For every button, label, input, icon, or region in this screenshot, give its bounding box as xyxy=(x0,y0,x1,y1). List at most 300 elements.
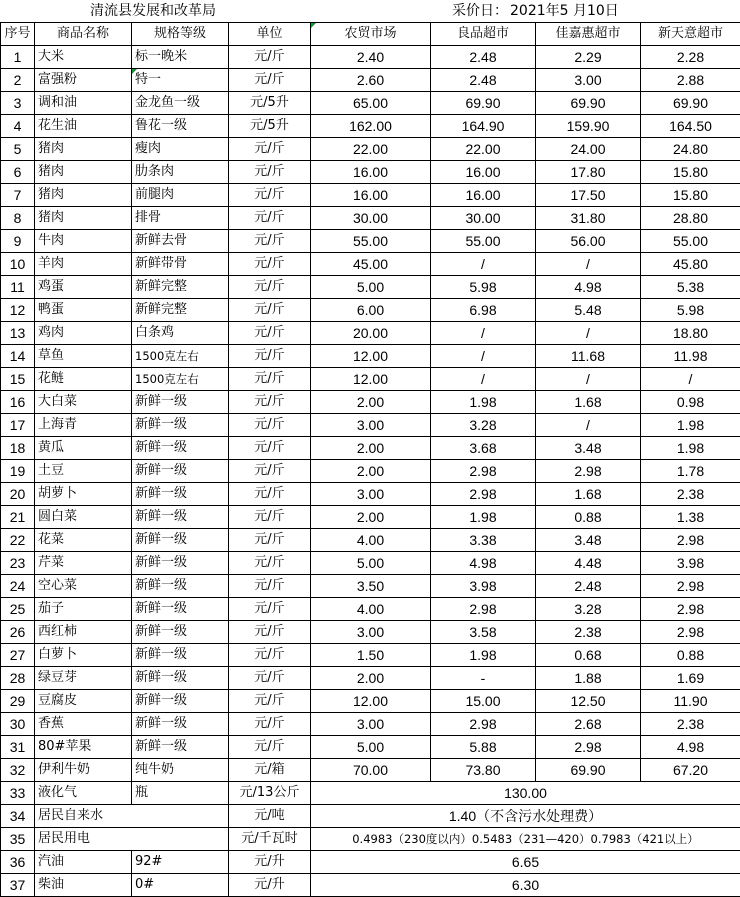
price-xintianyi: 1.38 xyxy=(641,506,740,529)
header-xintianyi: 新天意超市 xyxy=(641,23,740,46)
product-name: 黄瓜 xyxy=(35,437,132,460)
price-liangpin: 5.88 xyxy=(431,736,536,759)
price-market: 45.00 xyxy=(311,253,431,276)
price-market: 6.00 xyxy=(311,299,431,322)
unit: 元/斤 xyxy=(229,184,311,207)
table-row xyxy=(1,529,740,552)
unit: 元/斤 xyxy=(229,460,311,483)
table-row xyxy=(1,552,740,575)
product-name: 白萝卜 xyxy=(35,644,132,667)
spec-grade: 新鲜完整 xyxy=(132,276,229,299)
price-market: 2.60 xyxy=(311,69,431,92)
price-xintianyi: 3.98 xyxy=(641,552,740,575)
product-name: 猪肉 xyxy=(35,138,132,161)
table-row xyxy=(1,506,740,529)
header-row xyxy=(1,23,740,46)
table-row xyxy=(1,483,740,506)
table-row xyxy=(1,598,740,621)
row-no: 20 xyxy=(1,483,35,506)
spec-grade: 白条鸡 xyxy=(132,322,229,345)
price-market: 3.00 xyxy=(311,621,431,644)
table-body xyxy=(1,23,740,897)
row-no: 16 xyxy=(1,391,35,414)
price-market: 22.00 xyxy=(311,138,431,161)
price-market: 12.00 xyxy=(311,690,431,713)
spec-grade: 排骨 xyxy=(132,207,229,230)
price-liangpin: 22.00 xyxy=(431,138,536,161)
table-row xyxy=(1,184,740,207)
spec-grade: 纯牛奶 xyxy=(132,759,229,782)
unit: 元/斤 xyxy=(229,690,311,713)
price-xintianyi: 69.90 xyxy=(641,92,740,115)
price-liangpin: 2.48 xyxy=(431,46,536,69)
product-name: 空心菜 xyxy=(35,575,132,598)
table-row xyxy=(1,874,740,897)
price-liangpin: 2.98 xyxy=(431,483,536,506)
spec-grade: 新鲜一级 xyxy=(132,575,229,598)
price-liangpin: 73.80 xyxy=(431,759,536,782)
row-no: 23 xyxy=(1,552,35,575)
spec-grade: 瘦肉 xyxy=(132,138,229,161)
price-xintianyi: 5.38 xyxy=(641,276,740,299)
price-liangpin: 69.90 xyxy=(431,92,536,115)
table-row xyxy=(1,299,740,322)
price-market: 16.00 xyxy=(311,184,431,207)
table-row xyxy=(1,161,740,184)
price-jiajiahui: 2.98 xyxy=(536,736,641,759)
product-name: 花菜 xyxy=(35,529,132,552)
unit: 元/斤 xyxy=(229,207,311,230)
product-name: 调和油 xyxy=(35,92,132,115)
price-market: 12.00 xyxy=(311,368,431,391)
product-name: 芹菜 xyxy=(35,552,132,575)
spec-grade: 新鲜一级 xyxy=(132,460,229,483)
survey-date xyxy=(452,0,619,22)
unit: 元/斤 xyxy=(229,736,311,759)
unit: 元/斤 xyxy=(229,299,311,322)
price-liangpin: 1.98 xyxy=(431,644,536,667)
unit: 元/13公斤 xyxy=(229,782,311,805)
unit: 元/斤 xyxy=(229,575,311,598)
product-name: 柴油 xyxy=(35,874,132,897)
row-no: 24 xyxy=(1,575,35,598)
price-jiajiahui: 3.00 xyxy=(536,69,641,92)
unit: 元/吨 xyxy=(229,805,311,828)
price-jiajiahui: 69.90 xyxy=(536,759,641,782)
spec-grade: 新鲜一级 xyxy=(132,690,229,713)
product-name: 牛肉 xyxy=(35,230,132,253)
unit: 元/斤 xyxy=(229,437,311,460)
price-market: 20.00 xyxy=(311,322,431,345)
unit: 元/5升 xyxy=(229,115,311,138)
price-market: 65.00 xyxy=(311,92,431,115)
product-name: 西红柿 xyxy=(35,621,132,644)
row-no: 21 xyxy=(1,506,35,529)
row-no: 11 xyxy=(1,276,35,299)
price-market: 3.00 xyxy=(311,414,431,437)
price-jiajiahui: / xyxy=(536,414,641,437)
spec-grade: 新鲜一级 xyxy=(132,391,229,414)
product-name: 圆白菜 xyxy=(35,506,132,529)
unit: 元/升 xyxy=(229,851,311,874)
spec-grade: 1500克左右 xyxy=(132,368,229,391)
price-market: 4.00 xyxy=(311,598,431,621)
unit: 元/5升 xyxy=(229,92,311,115)
price-liangpin: 3.68 xyxy=(431,437,536,460)
price-xintianyi: 2.98 xyxy=(641,621,740,644)
row-no: 8 xyxy=(1,207,35,230)
product-name: 草鱼 xyxy=(35,345,132,368)
price-xintianyi: / xyxy=(641,368,740,391)
unit: 元/斤 xyxy=(229,230,311,253)
spec-grade: 92# xyxy=(132,851,229,874)
header-unit: 单位 xyxy=(229,23,311,46)
header-jiajiahui: 佳嘉惠超市 xyxy=(536,23,641,46)
price-xintianyi: 0.88 xyxy=(641,644,740,667)
row-no: 27 xyxy=(1,644,35,667)
product-name: 大白菜 xyxy=(35,391,132,414)
price-liangpin: 4.98 xyxy=(431,552,536,575)
unit: 元/斤 xyxy=(229,529,311,552)
price-jiajiahui: / xyxy=(536,253,641,276)
spec-grade: 标一晚米 xyxy=(132,46,229,69)
table-row xyxy=(1,322,740,345)
price-xintianyi: 164.50 xyxy=(641,115,740,138)
product-name: 大米 xyxy=(35,46,132,69)
table-row xyxy=(1,414,740,437)
unit: 元/斤 xyxy=(229,552,311,575)
price-liangpin: / xyxy=(431,368,536,391)
price-market: 2.40 xyxy=(311,46,431,69)
product-name: 绿豆芽 xyxy=(35,667,132,690)
product-name: 花鲢 xyxy=(35,368,132,391)
spec-grade: 新鲜一级 xyxy=(132,414,229,437)
table-row xyxy=(1,690,740,713)
price-market: 16.00 xyxy=(311,161,431,184)
price-jiajiahui: 56.00 xyxy=(536,230,641,253)
product-name: 猪肉 xyxy=(35,184,132,207)
price-jiajiahui: 31.80 xyxy=(536,207,641,230)
spec-grade: 新鲜一级 xyxy=(132,437,229,460)
price-market: 2.00 xyxy=(311,437,431,460)
price-market: 2.00 xyxy=(311,460,431,483)
header-no: 序号 xyxy=(1,23,35,46)
price-xintianyi: 45.80 xyxy=(641,253,740,276)
price-jiajiahui: 17.80 xyxy=(536,161,641,184)
row-no: 12 xyxy=(1,299,35,322)
price-liangpin: - xyxy=(431,667,536,690)
price-xintianyi: 0.98 xyxy=(641,391,740,414)
price-market: 55.00 xyxy=(311,230,431,253)
price-liangpin: 55.00 xyxy=(431,230,536,253)
price-xintianyi: 11.98 xyxy=(641,345,740,368)
row-no: 1 xyxy=(1,46,35,69)
price-xintianyi: 28.80 xyxy=(641,207,740,230)
price-xintianyi: 1.69 xyxy=(641,667,740,690)
unit: 元/斤 xyxy=(229,161,311,184)
product-name: 液化气 xyxy=(35,782,132,805)
spec-grade: 特一 xyxy=(132,69,229,92)
row-no: 29 xyxy=(1,690,35,713)
price-xintianyi: 2.38 xyxy=(641,713,740,736)
price-jiajiahui: 3.48 xyxy=(536,437,641,460)
price-xintianyi: 15.80 xyxy=(641,161,740,184)
row-no: 37 xyxy=(1,874,35,897)
unit: 元/升 xyxy=(229,874,311,897)
spec-grade: 瓶 xyxy=(132,782,229,805)
unit: 元/箱 xyxy=(229,759,311,782)
price-xintianyi: 2.98 xyxy=(641,575,740,598)
product-name: 富强粉 xyxy=(35,69,132,92)
price-xintianyi: 2.28 xyxy=(641,46,740,69)
price-jiajiahui: 0.68 xyxy=(536,644,641,667)
row-no: 33 xyxy=(1,782,35,805)
spec-grade: 新鲜一级 xyxy=(132,529,229,552)
organization-title: 清流县发展和改革局 xyxy=(90,3,216,19)
price-jiajiahui: 0.88 xyxy=(536,506,641,529)
product-name: 羊肉 xyxy=(35,253,132,276)
unit: 元/斤 xyxy=(229,506,311,529)
price-liangpin: 2.98 xyxy=(431,598,536,621)
row-no: 10 xyxy=(1,253,35,276)
table-row xyxy=(1,460,740,483)
price-liangpin: 164.90 xyxy=(431,115,536,138)
unit: 元/斤 xyxy=(229,414,311,437)
unit: 元/斤 xyxy=(229,345,311,368)
price-liangpin: 3.28 xyxy=(431,414,536,437)
price-liangpin: 3.38 xyxy=(431,529,536,552)
price-jiajiahui: 12.50 xyxy=(536,690,641,713)
price-xintianyi: 5.98 xyxy=(641,299,740,322)
row-no: 32 xyxy=(1,759,35,782)
product-name: 80#苹果 xyxy=(35,736,132,759)
unit: 元/斤 xyxy=(229,46,311,69)
price-xintianyi: 2.38 xyxy=(641,483,740,506)
table-row xyxy=(1,575,740,598)
spec-grade: 新鲜一级 xyxy=(132,644,229,667)
price-jiajiahui: 24.00 xyxy=(536,138,641,161)
price-liangpin: 16.00 xyxy=(431,184,536,207)
unit: 元/斤 xyxy=(229,322,311,345)
price-liangpin: 2.98 xyxy=(431,460,536,483)
price-market: 4.00 xyxy=(311,529,431,552)
header-market: 农贸市场 xyxy=(311,23,431,46)
table-row xyxy=(1,276,740,299)
unit: 元/斤 xyxy=(229,253,311,276)
table-row xyxy=(1,391,740,414)
price-market: 5.00 xyxy=(311,736,431,759)
unified-price: 1.40（不含污水处理费） xyxy=(311,805,740,828)
unit: 元/斤 xyxy=(229,368,311,391)
spec-grade: 前腿肉 xyxy=(132,184,229,207)
price-xintianyi: 4.98 xyxy=(641,736,740,759)
row-no: 36 xyxy=(1,851,35,874)
spec-grade: 新鲜一级 xyxy=(132,483,229,506)
unified-price: 0.4983（230度以内）0.5483（231—420）0.7983（421以上） xyxy=(311,828,740,851)
unit: 元/斤 xyxy=(229,644,311,667)
product-name: 鸭蛋 xyxy=(35,299,132,322)
row-no: 31 xyxy=(1,736,35,759)
spec-grade: 新鲜一级 xyxy=(132,552,229,575)
row-no: 5 xyxy=(1,138,35,161)
price-liangpin: / xyxy=(431,345,536,368)
price-market: 5.00 xyxy=(311,552,431,575)
spec-grade: 新鲜一级 xyxy=(132,713,229,736)
unit: 元/斤 xyxy=(229,391,311,414)
unit: 元/斤 xyxy=(229,598,311,621)
price-jiajiahui: 1.88 xyxy=(536,667,641,690)
price-jiajiahui: 159.90 xyxy=(536,115,641,138)
table-row xyxy=(1,368,740,391)
table-row xyxy=(1,207,740,230)
table-row xyxy=(1,736,740,759)
table-row xyxy=(1,782,740,805)
table-row xyxy=(1,713,740,736)
row-no: 17 xyxy=(1,414,35,437)
table-row xyxy=(1,138,740,161)
row-no: 30 xyxy=(1,713,35,736)
row-no: 7 xyxy=(1,184,35,207)
row-no: 28 xyxy=(1,667,35,690)
price-liangpin: 15.00 xyxy=(431,690,536,713)
product-name: 猪肉 xyxy=(35,161,132,184)
unit: 元/斤 xyxy=(229,667,311,690)
table-row xyxy=(1,644,740,667)
header-spec: 规格等级 xyxy=(132,23,229,46)
table-row xyxy=(1,437,740,460)
date-label: 采价日： xyxy=(452,3,508,19)
product-name: 茄子 xyxy=(35,598,132,621)
price-market: 2.00 xyxy=(311,667,431,690)
price-xintianyi: 1.98 xyxy=(641,437,740,460)
row-no: 25 xyxy=(1,598,35,621)
price-liangpin: 30.00 xyxy=(431,207,536,230)
price-market: 3.00 xyxy=(311,713,431,736)
price-market: 2.00 xyxy=(311,391,431,414)
price-market: 162.00 xyxy=(311,115,431,138)
product-name: 香蕉 xyxy=(35,713,132,736)
price-xintianyi: 18.80 xyxy=(641,322,740,345)
price-xintianyi: 11.90 xyxy=(641,690,740,713)
price-xintianyi: 2.88 xyxy=(641,69,740,92)
unit: 元/斤 xyxy=(229,713,311,736)
unit: 元/斤 xyxy=(229,483,311,506)
unified-price: 6.65 xyxy=(311,851,740,874)
spec-grade: 新鲜一级 xyxy=(132,598,229,621)
price-jiajiahui: 3.48 xyxy=(536,529,641,552)
price-jiajiahui: 2.98 xyxy=(536,460,641,483)
unit: 元/斤 xyxy=(229,621,311,644)
row-no: 22 xyxy=(1,529,35,552)
price-jiajiahui: / xyxy=(536,322,641,345)
price-xintianyi: 1.78 xyxy=(641,460,740,483)
row-no: 3 xyxy=(1,92,35,115)
row-no: 26 xyxy=(1,621,35,644)
price-xintianyi: 2.98 xyxy=(641,529,740,552)
price-jiajiahui: 1.68 xyxy=(536,483,641,506)
spec-grade: 新鲜去骨 xyxy=(132,230,229,253)
table-row xyxy=(1,805,740,828)
price-jiajiahui: 2.29 xyxy=(536,46,641,69)
price-xintianyi: 24.80 xyxy=(641,138,740,161)
table-row xyxy=(1,230,740,253)
price-jiajiahui: 69.90 xyxy=(536,92,641,115)
product-name: 居民用电 xyxy=(35,828,229,851)
price-jiajiahui: 1.68 xyxy=(536,391,641,414)
spec-grade: 1500克左右 xyxy=(132,345,229,368)
row-no: 15 xyxy=(1,368,35,391)
row-no: 19 xyxy=(1,460,35,483)
date-value: 2021年5 月10日 xyxy=(510,3,619,19)
row-no: 6 xyxy=(1,161,35,184)
product-name: 胡萝卜 xyxy=(35,483,132,506)
price-jiajiahui: 3.28 xyxy=(536,598,641,621)
table-row xyxy=(1,46,740,69)
price-liangpin: 1.98 xyxy=(431,506,536,529)
spec-grade: 肋条肉 xyxy=(132,161,229,184)
table-row xyxy=(1,115,740,138)
unit: 元/斤 xyxy=(229,138,311,161)
row-no: 34 xyxy=(1,805,35,828)
spec-grade: 金龙鱼一级 xyxy=(132,92,229,115)
product-name: 猪肉 xyxy=(35,207,132,230)
price-market: 2.00 xyxy=(311,506,431,529)
table-row xyxy=(1,621,740,644)
product-name: 居民自来水 xyxy=(35,805,229,828)
price-liangpin: 3.58 xyxy=(431,621,536,644)
price-xintianyi: 1.98 xyxy=(641,414,740,437)
price-jiajiahui: 2.68 xyxy=(536,713,641,736)
price-market: 5.00 xyxy=(311,276,431,299)
unit: 元/千瓦时 xyxy=(229,828,311,851)
price-jiajiahui: 4.48 xyxy=(536,552,641,575)
row-no: 4 xyxy=(1,115,35,138)
price-liangpin: 16.00 xyxy=(431,161,536,184)
product-name: 花生油 xyxy=(35,115,132,138)
product-name: 土豆 xyxy=(35,460,132,483)
spec-grade: 鲁花一级 xyxy=(132,115,229,138)
price-jiajiahui: 17.50 xyxy=(536,184,641,207)
price-jiajiahui: 4.98 xyxy=(536,276,641,299)
spec-grade: 新鲜一级 xyxy=(132,506,229,529)
price-liangpin: 2.48 xyxy=(431,69,536,92)
row-no: 18 xyxy=(1,437,35,460)
spec-grade: 新鲜带骨 xyxy=(132,253,229,276)
table-row xyxy=(1,667,740,690)
price-jiajiahui: 11.68 xyxy=(536,345,641,368)
row-no: 9 xyxy=(1,230,35,253)
table-row xyxy=(1,253,740,276)
unified-price: 6.30 xyxy=(311,874,740,897)
price-jiajiahui: 2.48 xyxy=(536,575,641,598)
row-no: 35 xyxy=(1,828,35,851)
price-market: 3.00 xyxy=(311,483,431,506)
unified-price: 130.00 xyxy=(311,782,740,805)
price-liangpin: 3.98 xyxy=(431,575,536,598)
price-xintianyi: 55.00 xyxy=(641,230,740,253)
price-market: 70.00 xyxy=(311,759,431,782)
price-liangpin: 1.98 xyxy=(431,391,536,414)
price-liangpin: 6.98 xyxy=(431,299,536,322)
price-xintianyi: 2.98 xyxy=(641,598,740,621)
price-table xyxy=(0,22,740,897)
table-row xyxy=(1,759,740,782)
price-xintianyi: 15.80 xyxy=(641,184,740,207)
spec-grade: 新鲜一级 xyxy=(132,621,229,644)
row-no: 2 xyxy=(1,69,35,92)
table-row xyxy=(1,851,740,874)
price-liangpin: / xyxy=(431,253,536,276)
